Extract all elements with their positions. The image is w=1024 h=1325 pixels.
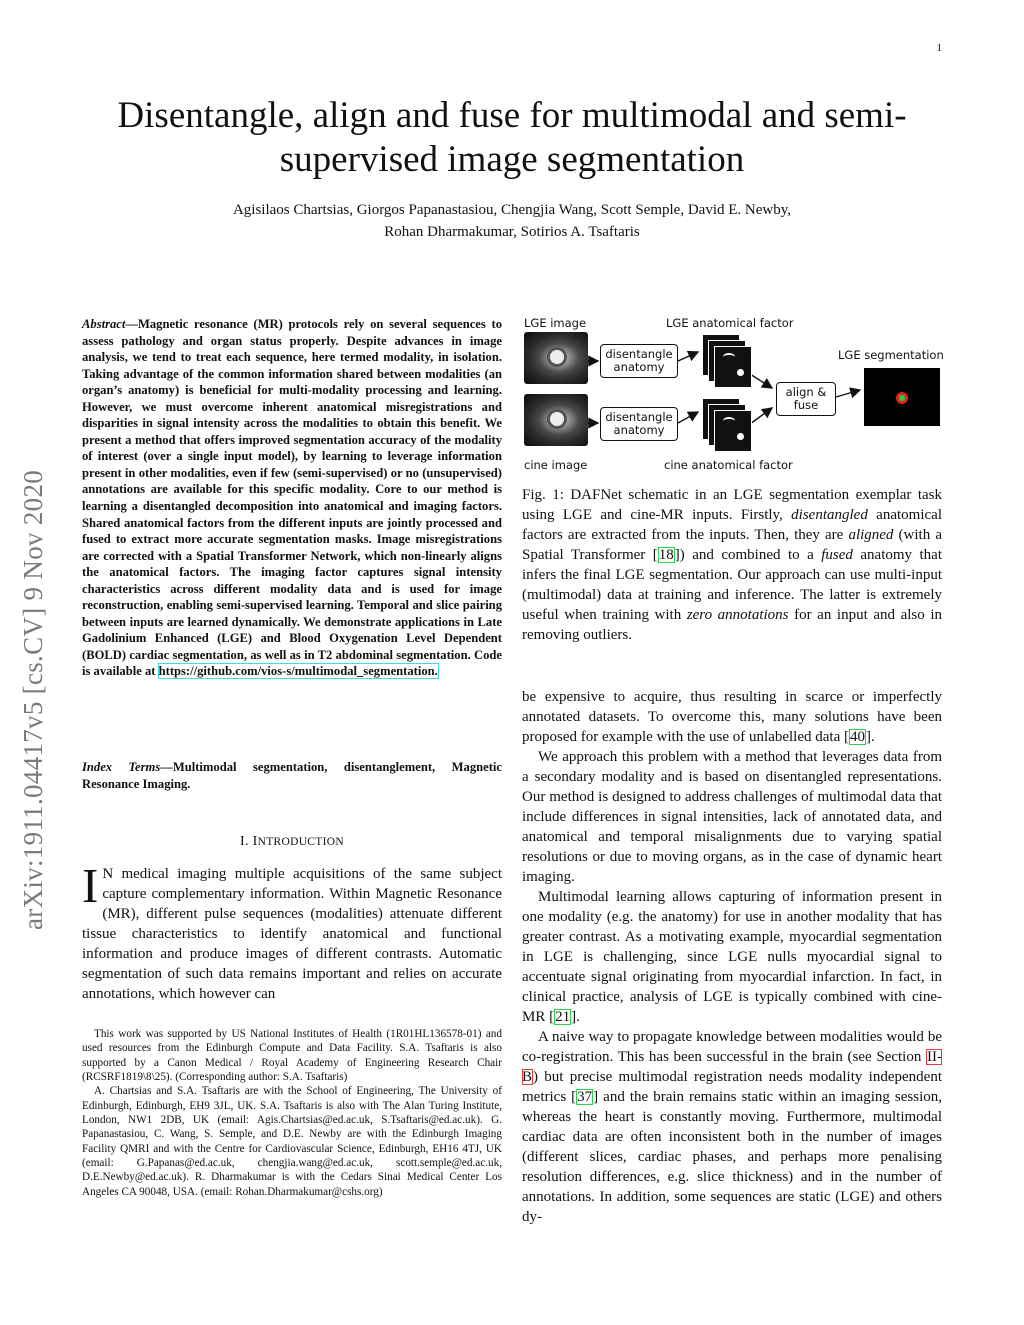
paper-title: Disentangle, align and fuse for multimodal and semi-supervised image segmentation	[117, 95, 907, 180]
anatomy-label-2: anatomy	[613, 423, 665, 437]
paragraph-text: be expensive to acquire, thus resulting in scarce or imperfectly annotated datasets. To overcome this, many solutions have been proposed for example with the use of unlabelled data [	[522, 689, 942, 745]
paragraph-text: ].	[571, 1009, 580, 1025]
caption-text-1: Fig. 1: DAFNet schematic in an LGE segmentation exemplar task using LGE and cine-MR inputs. Firstly,	[522, 487, 942, 523]
figure-label-cine-image: cine image	[524, 458, 588, 472]
caption-text-4: ]) and combined to a	[674, 547, 822, 563]
footnote-funding: This work was supported by US National Institutes of Health (1R01HL136578-01) and used resources from the Edinburgh Compute and Data Facility. S.A. Tsaftaris is also supported by a Canon Medical / Royal Academy of Engineering Research Chair (RCSRF1819\8\25). (Corresponding author: S.A. Tsaftaris)	[82, 1028, 502, 1084]
introduction-text: N medical imaging multiple acquisitions of the same subject capture complementary information. Within Magnetic Resonance (MR), different pulse sequences (modalities) attenuate different tissue characteristics to identify anatomical and functional information and produce images of different contrasts. Automatic segmentation of such data remains important and relies on accurate annotations, which however can	[82, 866, 502, 1002]
paragraph-approach: We approach this problem with a method that leverages data from a secondary modality and is based on disentangled representations. Our method is designed to address challenges of multimodal data that include differences in signal intensities, lack of annotated data, and anatomical and temporal misalignments due to varying spatial resolutions or due to moving organs, as in the case of dynamic heart imaging.	[522, 749, 942, 885]
figure-caption	[522, 485, 942, 645]
figure-label-lge-factor: LGE anatomical factor	[666, 316, 794, 330]
paragraph-co-registration	[522, 1027, 942, 1227]
footnotes	[82, 1027, 502, 1199]
paragraph-multimodal-learning	[522, 887, 942, 1027]
citation-link[interactable]: 37	[577, 1089, 593, 1105]
figure-label-cine-factor: cine anatomical factor	[664, 458, 793, 472]
authors-line-1: Agisilaos Chartsias, Giorgos Papanastasiou, Chengjia Wang, Scott Semple, David E. Newby,	[232, 202, 792, 218]
align-fuse-box	[776, 382, 836, 416]
section-reference-link[interactable]: II-B	[522, 1049, 942, 1085]
code-link[interactable]: https://github.com/vios-s/multimodal_segmentation.	[158, 664, 438, 679]
figure-label-lge-segmentation: LGE segmentation	[838, 348, 944, 362]
disentangle-label-1: disentangle	[605, 347, 673, 361]
caption-text-2: anatomical factors are extracted from the inputs. Then, they are	[522, 507, 942, 543]
abstract-label: Abstract	[82, 317, 126, 331]
figure-label-lge-image: LGE image	[524, 316, 587, 330]
disentangle-anatomy-box-lge	[600, 344, 678, 378]
abstract-text: —Magnetic resonance (MR) protocols rely on several sequences to assess pathology and organ status properly. Despite advances in image analysis, we tend to treat each sequence, here termed modality, in isolation. Taking advantage of the common information shared between modalities (an organ’s anatomy) is beneficial for multi-modality processing and learning. However, we must overcome inherent anatomical misregistrations and disparities in signal intensity across the modalities to obtain this benefit. We present a method that offers improved segmentation accuracy of the modality of interest (over a single input model), by learning to leverage information present in other modalities, even if few (semi-supervised) or no (unsupervised) annotations are available for this specific modality. Core to our method is learning a disentangled decomposition into anatomical and imaging factors. Shared anatomical factors from the different inputs are jointly processed and fused to extract more accurate segmentation masks. Image misregistrations are corrected with a Spatial Transformer Network, which non-linearly aligns the anatomical factors. The imaging factor captures signal intensity characteristics across different modality data and is used for image reconstruction, enabling semi-supervised learning. Temporal and slice pairing between inputs are learned dynamically. We demonstrate applications in Late Gadolinium Enhanced (LGE) and Blood Oxygenation Level Dependent (BOLD) cardiac segmentation, as well as in T2 abdominal segmentation. Code is available at	[82, 317, 502, 679]
lge-anatomical-factor-map	[714, 346, 752, 388]
citation-link[interactable]: 18	[658, 547, 674, 563]
author-list	[82, 199, 942, 243]
citation-link[interactable]: 21	[555, 1009, 571, 1025]
drop-cap: I	[82, 858, 99, 913]
paragraph-text: ) but precise multimodal registration needs modality independent metrics [	[522, 1069, 942, 1105]
index-terms-label: Index Terms	[82, 760, 161, 774]
caption-em-aligned: aligned	[848, 527, 894, 543]
paragraph-continuation	[522, 687, 942, 747]
section-number: I.	[240, 834, 249, 849]
paragraph-text: Multimodal learning allows capturing of information present in one modality (e.g. the anatomy) for use in another modality that has greater contrast. As a motivating example, myocardial segmentation in LGE is challenging, since LGE nulls myocardial signal to accentuate signal originating from myocardial infarction. In fact, in clinical practice, analysis of LGE is typically combined with cine-MR [	[522, 889, 942, 1025]
disentangle-label-2: disentangle	[605, 410, 673, 424]
arxiv-stamp: arXiv:1911.04417v5 [cs.CV] 9 Nov 2020	[18, 469, 48, 930]
caption-text-3: (with a Spatial Transformer [	[522, 527, 942, 563]
align-label: align &	[785, 385, 827, 399]
footnote-affiliations: A. Chartsias and S.A. Tsaftaris are with the School of Engineering, The University of Edinburgh, Edinburgh, EH9 3JL, UK. S.A. Tsaftaris is also with The Alan Turing Institute, London, NW1 2DB, UK (email: Agis.Chartsias@ed.ac.uk, S.Tsaftaris@ed.ac.uk). G. Papanastasiou, C. Wang, S. Semple, and D.E. Newby are with the Edinburgh Imaging Facility QMRI and with the Centre for Cardiovascular Science, Edinburgh, EH16 4TJ, UK (email: G.Papanas@ed.ac.uk, chengjia.wang@ed.ac.uk, scott.semple@ed.ac.uk, D.E.Newby@ed.ac.uk). R. Dharmakumar is with the Cedars Sinai Medical Center Los Angeles CA 90048, USA. (email: Rohan.Dharmakumar@cshs.org)	[82, 1085, 502, 1198]
page-number: 1	[936, 42, 942, 54]
anatomy-label-1: anatomy	[613, 360, 665, 374]
caption-em-zero-annotations: zero annotations	[686, 607, 789, 623]
introduction-paragraph	[82, 858, 502, 1004]
caption-em-disentangled: disentangled	[791, 507, 868, 523]
paragraph-text: ] and the brain remains static within an imaging session, whereas the heart is constantly moving. Furthermore, multimodal cardiac data are often inconsistent both in the number of images (different slices, cardiac phases, and perhaps more penalising resolution differences, e.g. slice thickness) and in the number of annotations. In addition, some sequences are static (LGE) and others dy-	[522, 1089, 942, 1225]
paragraph-text: A naive way to propagate knowledge between modalities would be co-registration. This has been successful in the brain (see Section	[522, 1029, 942, 1065]
caption-em-fused: fused	[821, 547, 853, 563]
disentangle-anatomy-box-cine	[600, 407, 678, 441]
section-title-first: I	[252, 834, 258, 849]
caption-text-6: for an input and also in removing outliers.	[522, 607, 942, 643]
figure-1	[522, 312, 942, 482]
index-terms-text: —Multimodal segmentation, disentanglement, Magnetic Resonance Imaging.	[82, 760, 502, 791]
citation-link[interactable]: 40	[849, 729, 865, 745]
cine-anatomical-factor-map	[714, 410, 752, 452]
lge-segmentation-output	[864, 368, 940, 426]
abstract	[82, 316, 502, 680]
fuse-label: fuse	[793, 398, 819, 412]
section-title-rest: NTRODUCTION	[257, 836, 344, 848]
right-column-body	[522, 687, 942, 1227]
caption-text-5: anatomy that infers the final LGE segmentation. Our approach can use multi-input (multimodal) data at training and inference. The latter is extremely useful when training with	[522, 547, 942, 623]
index-terms	[82, 759, 502, 792]
authors-line-2: Rohan Dharmakumar, Sotirios A. Tsaftaris	[384, 224, 640, 240]
paragraph-text: ].	[865, 729, 875, 745]
section-heading-introduction	[82, 834, 502, 850]
